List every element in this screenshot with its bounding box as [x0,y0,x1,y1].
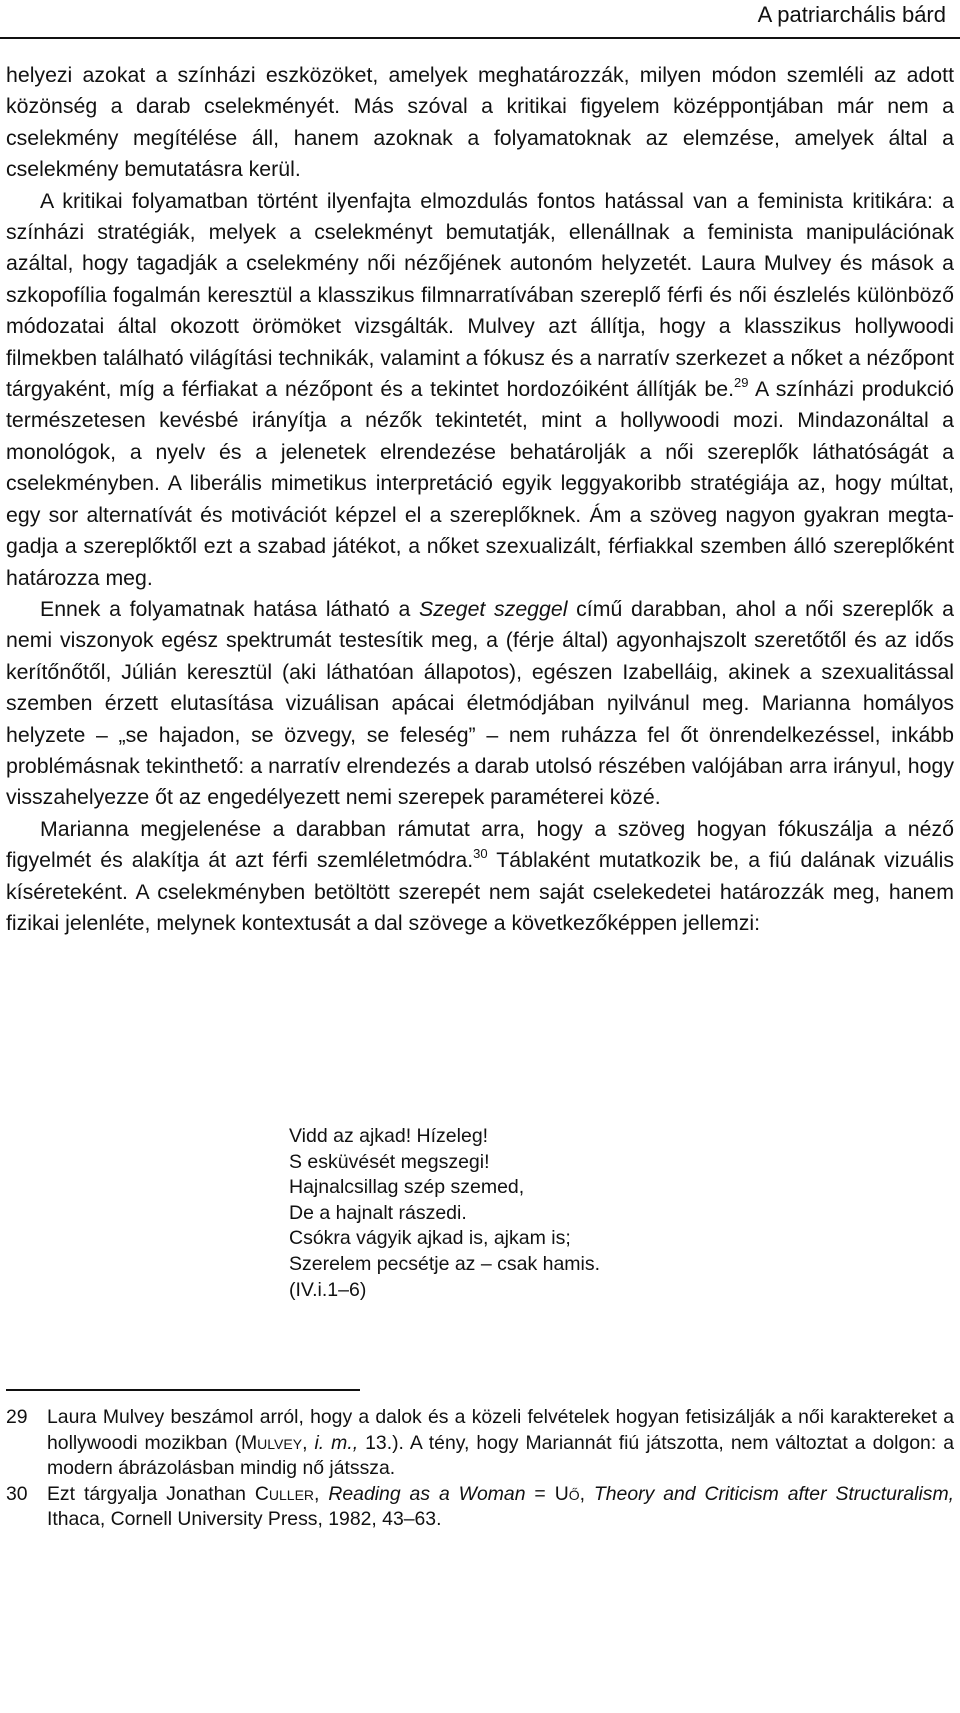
poem-line: Hajnalcsillag szép szemed, [289,1176,525,1199]
main-text [6,60,954,939]
paragraph [6,814,954,940]
text-run: = [525,1482,555,1505]
italic-text: Theory and Criticism after Structuralism, [593,1482,954,1505]
text-run: A színházi produkció természetesen kevésbé irányítja a nézők tekintetét, mint a hollywoodi mozi. Mindazonáltal a monológok, a nyelv és a jelenetek elrendezése behatárolják a női szereplők láthatóságát a cselekményben. A liberális mimetikus interpretáció egyik leggyakoribb stratégiája az, hogy múltat, egy sor alternatívát és motivációt képzel el a szereplőknek. Ám a szöveg nagyon gyakran megtagadja a szereplőktől ezt a szabad játékot, a nőket szexualizált, férfiakkal szemben álló szereplőként határozza meg. [6,377,954,590]
text-run: , [302,1431,315,1454]
poem-citation: (IV.i.1–6) [289,1278,367,1301]
text-run: , [314,1482,329,1505]
text-run: című darabban, ahol a női szereplők a nemi viszonyok egész spektrumát testesítik meg, a (férje által) agyonhajszolt szeretőtől és az idős kerítőnőtől, Júlián keresztül (aki láthatóan állapotos), egészen Izabelláig, akinek a szexualitással szemben érzett elutasítása vizuálisan apácai életmódjában nyilvánul meg. Marianna homályos helyzete – „se hajadon, se özvegy, se feleség” – nem ruházza fel őt önrendelkezéssel, inkább problémásnak tekinthető: a narratív elrendezés a darab utolsó részében valójában arra irányul, hogy visszahelyezze őt az engedélyezett nemi szerepek paraméterei közé. [6,596,954,810]
italic-text: Szeget szeggel [419,596,568,621]
text-run: Táblaként mutatkozik be, a fiú dalának vizuális kíséreteként. A cselekményben betöltött szerepét nem saját cselekedetei határozzák meg, hanem fizikai jelenléte, melynek kontextusát a dal szövege a következőképpen jellemzi: [6,848,954,935]
paragraph [6,594,954,814]
text-run: Ithaca, Cornell University Press, 1982, 43–63. [47,1508,442,1530]
text-run: A kritikai folyamatban történt ilyenfajta elmozdulás fontos hatással van a feminista kritikára: a színházi stratégiák, melyek a cselekményt bemutatják, ellenállnak a feminista manipulációnak azáltal, hogy tagadják a cselekmény női nézőjének autonóm helyzetét. Laura Mulvey és mások a szkopofília fogalmán keresztül a klasszikus filmnarratívában szereplő férfi és női észlelés különböző módozatai által okozott örömöket vizsgálták. Mulvey azt állítja, hogy a klasszikus hollywoodi filmekben található világítási technikák, valamint a fókusz és a narratív szerkezet a nőket a nézőpont tárgyaként, míg a férfiakat a nézőpont és a tekintet hordozóiként állítják be. [6,188,954,402]
text-run: Laura Mulvey beszámol arról, hogy a dalok és a közeli felvételek hogyan fetisizálják a női karaktereket a hollywoodi mozikban ( [47,1406,954,1454]
footnote-rule [6,1389,360,1391]
footnote [6,1482,954,1533]
paragraph [6,60,954,186]
text-run: , [579,1482,594,1505]
text-run: Marianna megjelenése a darabban rámutat arra, hogy a szöveg hogyan fókuszálja a néző figyelmét és alakítja át azt férfi szemléletmódra. [6,816,954,873]
italic-text: Reading as a Woman [328,1482,526,1505]
running-head: A patriarchális bárd [757,2,946,27]
text-run: Ennek a folyamatnak hatása látható a [40,596,420,621]
footnote-number: 30 [6,1482,28,1505]
footnote-number: 29 [6,1406,28,1428]
header-rule [0,37,960,39]
footnotes [6,1405,954,1533]
footnote [6,1405,954,1482]
poem-line: De a hajnalt rászedi. [289,1201,467,1224]
footnote-reference: 30 [473,846,488,862]
poem-line: Szerelem pecsétje az – csak hamis. [289,1252,601,1275]
poem-line: Csókra vágyik ajkad is, ajkam is; [289,1227,571,1250]
text-run: 13.). A tény, hogy Mariannát fiú játszotta, nem változtat a dolgon: a modern ábrázolásban mindig nő játssza. [47,1431,955,1479]
italic-text: i. m., [314,1431,359,1454]
footnote-reference: 29 [733,375,749,391]
poem-line: S esküvését megszegi! [289,1150,490,1173]
paragraph [6,186,954,594]
poem-line: Vidd az ajkad! Hízeleg! [289,1125,489,1147]
text-run: helyezi azokat a színházi eszközöket, amelyek meghatározzák, milyen módon szemléli az adott közönség a darab cselekményét. Más szóval a kritikai figyelem középpontjában már nem a cselekmény megítélése áll, hanem azoknak a folyamatoknak az elemzése, amelyek által a cselekmény bemutatásra kerül. [6,63,954,182]
footnote-text [47,1483,954,1531]
author-name: Mulvey [241,1431,303,1454]
author-name: Culler [254,1482,315,1505]
author-name: Uő [554,1482,580,1505]
footnote-text [47,1406,954,1479]
text-run: Ezt tárgyalja Jonathan [47,1482,255,1505]
song-quotation [289,1124,600,1303]
